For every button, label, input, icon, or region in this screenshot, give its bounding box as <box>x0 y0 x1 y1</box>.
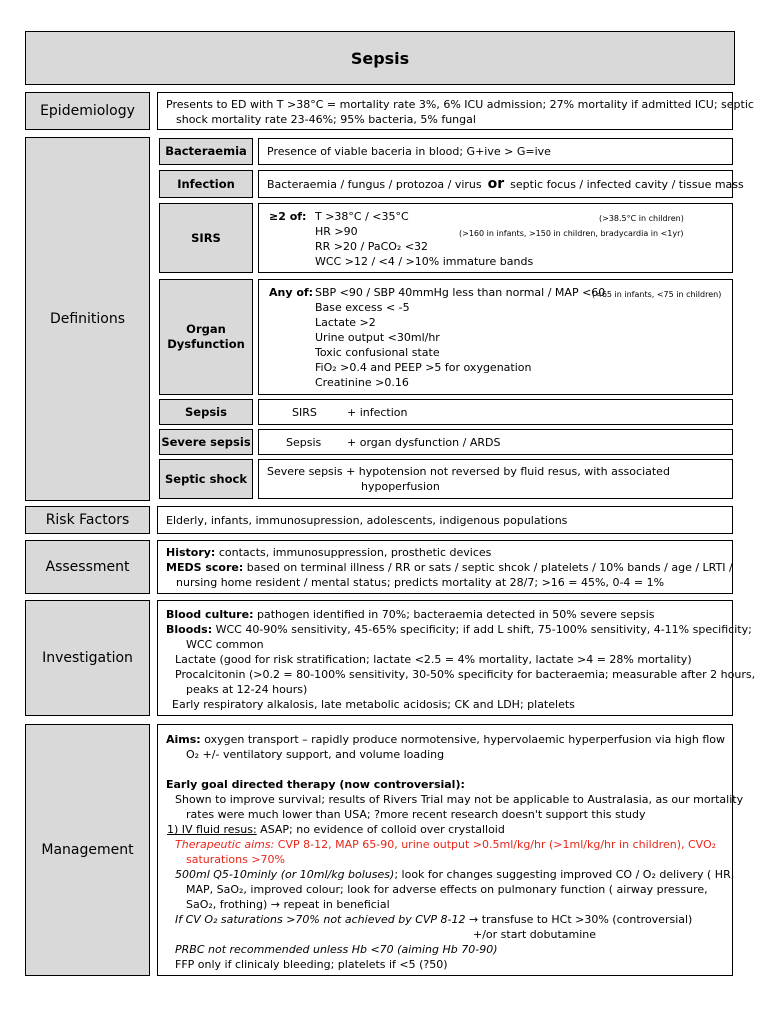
severe-sepsis-part-b: + organ dysfunction / ARDS <box>347 435 501 449</box>
sepsis-content <box>258 399 733 425</box>
epidemiology-line-2: shock mortality rate 23-46%; 95% bacteria, 5% fungal <box>176 113 476 126</box>
management-egdt-heading: Early goal directed therapy (now controversial): <box>166 778 465 791</box>
management-cvo2-heading: If CV O₂ saturations >70% not achieved by CVP 8-12 <box>175 913 466 926</box>
organ-dysfunction-label <box>159 279 253 395</box>
assessment-label <box>25 540 150 594</box>
sirs-criterion-2: HR >90 <box>315 225 358 238</box>
management-fluid <box>166 822 724 837</box>
epidemiology-label <box>25 92 150 130</box>
sirs-label-text: SIRS <box>191 230 221 245</box>
organ-criterion-1: SBP <90 / SBP 40mmHg less than normal / MAP <60 <box>315 286 606 299</box>
investigation-bloods-heading: Bloods: <box>166 623 213 636</box>
organ-note-1: (<65 in infants, <75 in children) <box>592 290 722 299</box>
investigation-blood-culture <box>166 607 724 622</box>
sirs-prefix: ≥2 of: <box>269 210 307 223</box>
management-line-7: MAP, SaO₂, improved colour; look for adverse effects on pulmonary function ( airway pressure, <box>186 883 708 896</box>
investigation-line-4: Lactate (good for risk stratification; lactate <2.5 = 4% mortality, lactate >4 = 28% mortality) <box>175 653 692 666</box>
sepsis-part-a: SIRS <box>292 405 317 419</box>
organ-criterion-4: Urine output <30ml/hr <box>315 331 440 344</box>
infection-label <box>159 170 253 198</box>
organ-criterion-6: FiO₂ >0.4 and PEEP >5 for oxygenation <box>315 361 532 374</box>
septic-shock-line-1: Severe sepsis + hypotension not reversed by fluid resus, with associated <box>267 465 670 478</box>
investigation-label <box>25 600 150 716</box>
management-therapeutic-heading: Therapeutic aims: <box>175 838 275 851</box>
sirs-criterion-3: RR >20 / PaCO₂ <32 <box>315 240 429 253</box>
investigation-blood-culture-text: pathogen identified in 70%; bacteraemia detected in 50% severe sepsis <box>256 608 655 621</box>
management-cvo2 <box>166 912 724 927</box>
management-bolus <box>166 867 735 882</box>
assessment-meds-heading: MEDS score: <box>166 561 244 574</box>
sepsis-part-b: + infection <box>347 405 408 419</box>
bacteraemia-label-text: Bacteraemia <box>165 144 247 158</box>
assessment-meds-cont: nursing home resident / mental status; predicts mortality at 28/7; >16 = 45%, 0-4 = 1% <box>176 576 665 589</box>
management-bolus-text: ; look for changes suggesting improved CO / O₂ delivery ( HR, <box>394 868 735 881</box>
page-title <box>25 31 735 85</box>
assessment-history <box>166 545 724 560</box>
risk-factors-content <box>157 506 733 534</box>
management-therapeutic-aims <box>166 837 724 852</box>
management-line-10: +/or start dobutamine <box>473 928 597 941</box>
management-fluid-text: ASAP; no evidence of colloid over crystalloid <box>256 823 505 836</box>
infection-label-text: Infection <box>177 176 235 191</box>
sirs-criterion-4: WCC >12 / <4 / >10% immature bands <box>315 255 534 268</box>
organ-prefix: Any of: <box>269 286 314 299</box>
investigation-line-6: peaks at 12-24 hours) <box>186 683 308 696</box>
organ-criterion-5: Toxic confusional state <box>315 346 440 359</box>
sirs-note-1: (>38.5°C in children) <box>599 214 684 223</box>
organ-criterion-2: Base excess < -5 <box>315 301 410 314</box>
management-line-4: rates were much lower than USA; ?more recent research doesn't support this study <box>186 808 646 821</box>
management-line-11: PRBC not recommended unless Hb <70 (aiming Hb 70-90) <box>175 943 498 956</box>
assessment-history-text: contacts, immunosuppression, prosthetic devices <box>218 546 492 559</box>
management-cvo2-text: → transfuse to HCt >30% (controversial) <box>465 913 693 926</box>
infection-text-b: septic focus / infected cavity / tissue mass <box>510 177 744 191</box>
management-bolus-heading: 500ml Q5-10minly (or 10ml/kg boluses) <box>175 868 395 881</box>
sepsis-label <box>159 399 253 425</box>
assessment-meds-text: based on terminal illness / RR or sats / septic shcok / platelets / 10% bands / age / LRTI / <box>246 561 733 574</box>
risk-factors-text: Elderly, infants, immunosupression, adolescents, indigenous populations <box>166 513 568 527</box>
investigation-content <box>157 600 756 716</box>
management-line-8: SaO₂, frothing) → repeat in beneficial <box>186 898 390 911</box>
risk-factors-label <box>25 506 150 534</box>
definitions-label <box>25 137 150 501</box>
investigation-label-text: Investigation <box>42 650 133 666</box>
management-aims-text: oxygen transport – rapidly produce normotensive, hypervolaemic hyperperfusion via high flow <box>200 733 726 746</box>
page-title-text: Sepsis <box>350 48 410 68</box>
bacteraemia-text: Presence of viable baceria in blood; G+ive > G=ive <box>267 145 551 158</box>
investigation-line-5: Procalcitonin (>0.2 = 80-100% sensitivity, 30-50% specificity for bacteraemia; measurable after 2 hours, <box>175 668 756 681</box>
investigation-line-3: WCC common <box>186 638 264 651</box>
management-content <box>157 724 744 976</box>
investigation-bloods-text: WCC 40-90% sensitivity, 45-65% specificity; if add L shift, 75-100% sensitivity, 4-11% specificity; <box>215 623 752 636</box>
management-label <box>25 724 150 976</box>
sepsis-label-text: Sepsis <box>185 404 227 419</box>
infection-or: or <box>487 175 505 192</box>
investigation-blood-culture-heading: Blood culture: <box>166 608 254 621</box>
infection-content <box>258 170 744 198</box>
epidemiology-label-text: Epidemiology <box>40 103 135 119</box>
septic-shock-label-text: Septic shock <box>165 471 247 486</box>
management-aims-cont: O₂ +/- ventilatory support, and volume loading <box>186 748 445 761</box>
management-line-12: FFP only if clinicaly bleeding; platelets if <5 (?50) <box>175 958 448 971</box>
sirs-label <box>159 203 253 273</box>
management-aims-heading: Aims: <box>166 733 201 746</box>
management-fluid-heading: 1) IV fluid resus: <box>167 823 257 836</box>
assessment-history-heading: History: <box>166 546 216 559</box>
sirs-note-2: (>160 in infants, >150 in children, bradycardia in <1yr) <box>459 229 684 238</box>
management-label-text: Management <box>41 842 134 858</box>
infection-text-a: Bacteraemia / fungus / protozoa / virus <box>267 177 482 191</box>
definitions-label-text: Definitions <box>49 311 126 327</box>
epidemiology-content <box>157 92 754 130</box>
sirs-criterion-1: T >38°C / <35°C <box>315 210 409 223</box>
sirs-content <box>258 203 733 273</box>
severe-sepsis-label-text: Severe sepsis <box>161 434 251 449</box>
organ-dysfunction-label-text: Organ Dysfunction <box>167 322 245 351</box>
severe-sepsis-content <box>258 429 733 455</box>
investigation-bloods <box>166 622 752 637</box>
bacteraemia-content <box>258 138 733 165</box>
septic-shock-line-2: hypoperfusion <box>361 480 440 493</box>
epidemiology-line-1: Presents to ED with T >38°C = mortality rate 3%, 6% ICU admission; 27% mortality if admitted ICU; septic <box>166 98 754 111</box>
assessment-label-text: Assessment <box>45 559 130 575</box>
management-therapeutic-text: CVP 8-12, MAP 65-90, urine output >0.5ml/kg/hr (>1ml/kg/hr in children), CVO₂ <box>274 838 717 851</box>
risk-factors-label-text: Risk Factors <box>45 512 130 528</box>
severe-sepsis-label <box>159 429 253 455</box>
organ-criterion-3: Lactate >2 <box>315 316 376 329</box>
severe-sepsis-part-a: Sepsis <box>286 435 322 449</box>
organ-criterion-7: Creatinine >0.16 <box>315 376 409 389</box>
bacteraemia-label <box>159 138 253 165</box>
management-aims <box>166 732 724 747</box>
assessment-meds <box>166 560 733 575</box>
investigation-line-7: Early respiratory alkalosis, late metabolic acidosis; CK and LDH; platelets <box>172 698 575 711</box>
septic-shock-content <box>258 459 733 499</box>
organ-dysfunction-content <box>258 279 733 395</box>
management-therapeutic-cont: saturations >70% <box>186 853 285 866</box>
assessment-content <box>157 540 733 594</box>
septic-shock-label <box>159 459 253 499</box>
management-line-3: Shown to improve survival; results of Rivers Trial may not be applicable to Australasia, as our mortality <box>175 793 744 806</box>
